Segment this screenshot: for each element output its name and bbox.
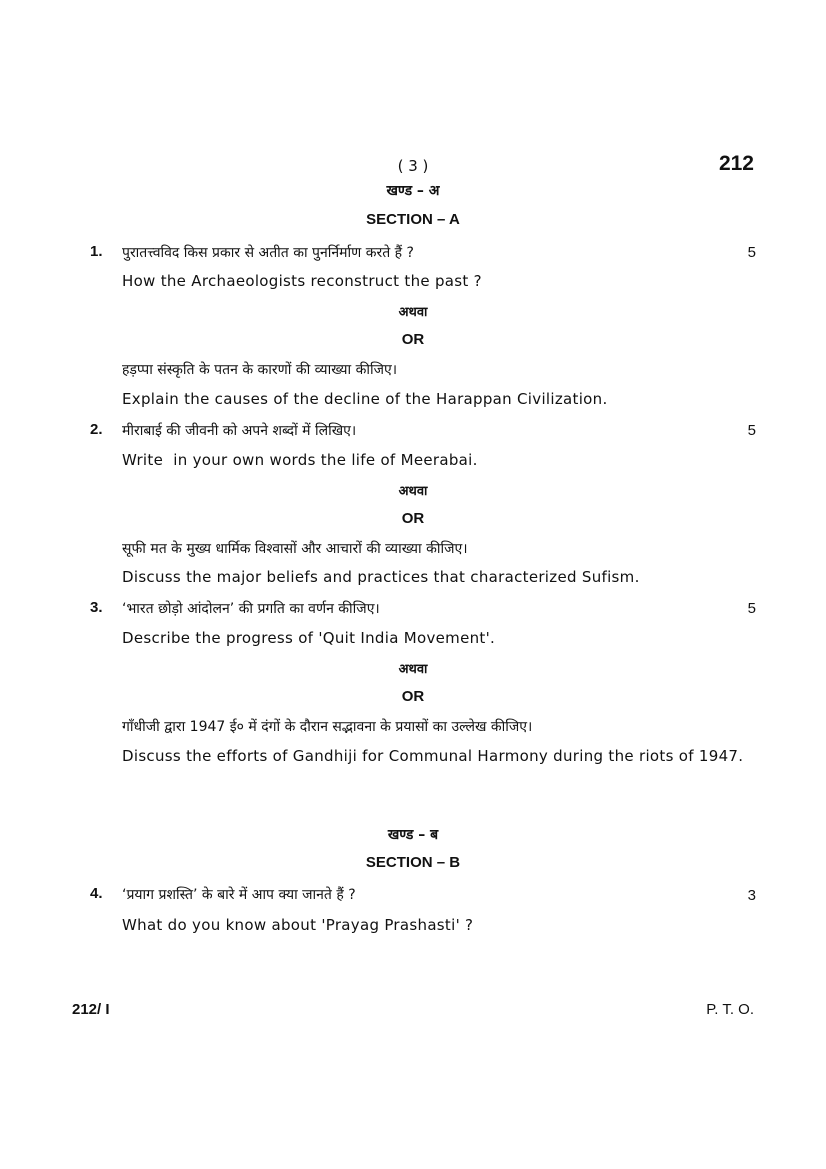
section-a-title: SECTION – A bbox=[366, 211, 460, 228]
question-2-english: Write in your own words the life of Meerabai. bbox=[122, 451, 478, 469]
section-a-hindi-title: खण्ड – अ bbox=[386, 183, 440, 199]
or-hindi-3: अथवा bbox=[398, 662, 428, 677]
question-3-english: Describe the progress of 'Quit India Movement'. bbox=[122, 629, 496, 647]
question-4-marks: 3 bbox=[747, 887, 756, 904]
page-number: ( 3 ) bbox=[397, 157, 429, 175]
footer-pto: P. T. O. bbox=[706, 1001, 754, 1018]
question-2-hindi: मीराबाई की जीवनी को अपने शब्दों में लिखिए। bbox=[122, 423, 357, 439]
question-1-hindi: पुरातत्त्वविद किस प्रकार से अतीत का पुनर्निर्माण करते हैं ? bbox=[122, 245, 414, 261]
section-b-hindi-title: खण्ड – ब bbox=[387, 827, 439, 843]
question-4-english: What do you know about 'Prayag Prashasti' ? bbox=[122, 916, 474, 934]
question-1-number: 1. bbox=[90, 243, 103, 260]
section-b-title: SECTION – B bbox=[365, 854, 461, 871]
footer-paper-code: 212/ I bbox=[72, 1001, 110, 1018]
question-2-marks: 5 bbox=[747, 422, 756, 439]
question-3-number: 3. bbox=[90, 599, 103, 616]
question-1-alt-hindi: हड़प्पा संस्कृति के पतन के कारणों की व्याख्या कीजिए। bbox=[122, 362, 398, 378]
question-3-alt-english: Discuss the efforts of Gandhiji for Communal Harmony during the riots of 1947. bbox=[122, 747, 744, 765]
question-1-english: How the Archaeologists reconstruct the past ? bbox=[122, 272, 482, 290]
question-3-alt-hindi: गाँधीजी द्वारा 1947 ई० में दंगों के दौरान सद्भावना के प्रयासों का उल्लेख कीजिए। bbox=[122, 719, 533, 735]
or-hindi-2: अथवा bbox=[398, 484, 428, 499]
or-3: OR bbox=[401, 688, 425, 705]
question-2-alt-hindi: सूफी मत के मुख्य धार्मिक विश्वासों और आचारों की व्याख्या कीजिए। bbox=[122, 541, 468, 557]
or-hindi-1: अथवा bbox=[398, 305, 428, 320]
or-1: OR bbox=[401, 331, 425, 348]
question-4-hindi: ‘प्रयाग प्रशस्ति’ के बारे में आप क्या जानते हैं ? bbox=[122, 887, 356, 903]
question-3-marks: 5 bbox=[747, 600, 756, 617]
question-2-alt-english: Discuss the major beliefs and practices that characterized Sufism. bbox=[122, 568, 640, 586]
question-1-marks: 5 bbox=[747, 244, 756, 261]
question-2-number: 2. bbox=[90, 421, 103, 438]
or-2: OR bbox=[401, 510, 425, 527]
question-1-alt-english: Explain the causes of the decline of the Harappan Civilization. bbox=[122, 390, 608, 408]
paper-code: 212 bbox=[718, 152, 754, 175]
question-3-hindi: ‘भारत छोड़ो आंदोलन’ की प्रगति का वर्णन कीजिए। bbox=[122, 601, 380, 617]
question-4-number: 4. bbox=[90, 885, 103, 902]
